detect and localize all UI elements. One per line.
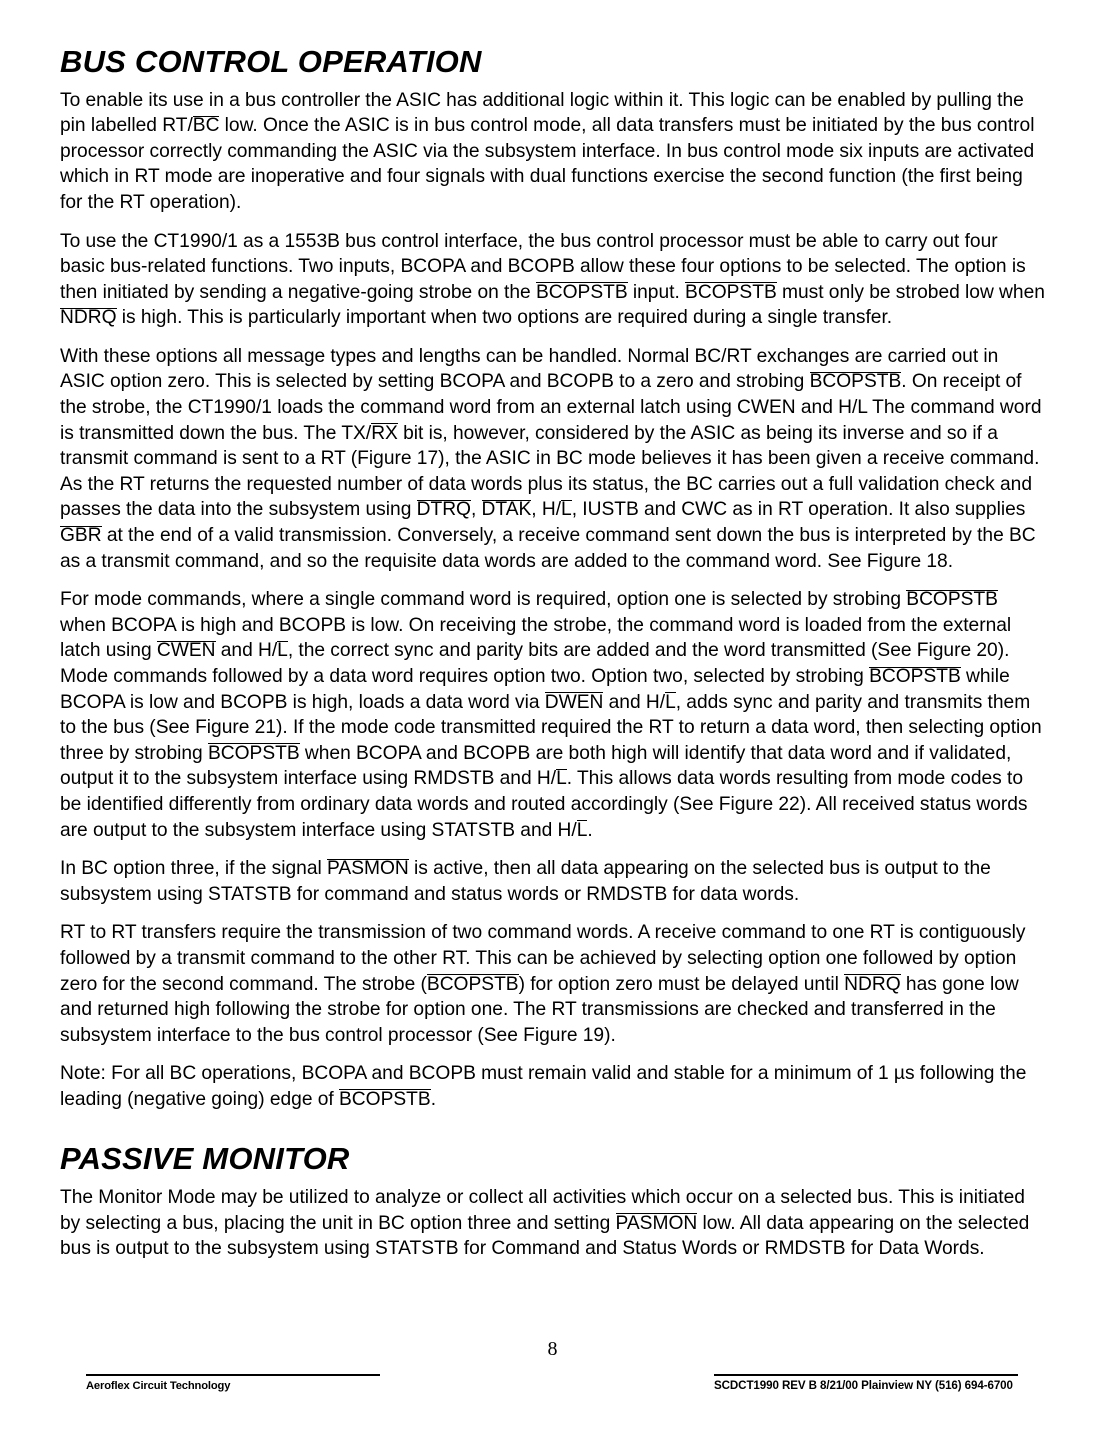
active-low-signal-name: BCOPSTB bbox=[809, 371, 902, 393]
paragraph: The Monitor Mode may be utilized to analyze or collect all activities which occur on a selected bus. This is initiated by selecting a bus, placing the unit in BC option three and setting PASMON low. All data appearing on the selected bus is output to the subsystem using STATSTB for Command and Status Words or RMDSTB for Data Words. bbox=[60, 1187, 1030, 1260]
active-low-signal-name: DTRQ bbox=[416, 499, 471, 521]
active-low-signal-name: BCOPSTB bbox=[869, 666, 961, 688]
footer-document-reference: SCDCT1990 REV B 8/21/00 Plainview NY (516) 694-6700 bbox=[714, 1379, 1013, 1392]
page-number: 8 bbox=[547, 1338, 558, 1360]
active-low-signal-name: BCOPSTB bbox=[685, 281, 777, 303]
active-low-signal-name: BCOPSTB bbox=[535, 281, 628, 303]
active-low-signal-name: GBR bbox=[60, 525, 102, 547]
active-low-signal-name: L bbox=[576, 819, 588, 841]
page-title: BUS CONTROL OPERATION bbox=[60, 44, 482, 79]
section-bus-control-operation-body bbox=[60, 88, 1046, 1113]
paragraph: In BC option three, if the signal PASMON is active, then all data appearing on the selected bus is output to the subsystem using STATSTB for command and status words or RMDSTB for data words. bbox=[60, 858, 991, 905]
active-low-signal-name: BCOPSTB bbox=[906, 589, 998, 611]
active-low-signal-name: BCOPSTB bbox=[426, 973, 519, 995]
paragraph: For mode commands, where a single command word is required, option one is selected by strobing BCOPSTB when BCOPA is high and BCOPB is low. On receiving the strobe, the command word is loaded from the external latch using CWEN and H/L, the correct sync and parity bits are added and the word transmitted (See Figure 20). Mode commands followed by a data word requires option two. Option two, selected by strobing BCOPSTB while BCOPA is low and BCOPB is high, loads a data word via DWEN and H/L, adds sync and parity and transmits them to the bus (See Figure 21). If the mode code transmitted required the RT to return a data word, then selecting option three by strobing BCOPSTB when BCOPA and BCOPB are both high will identify that data word and if validated, output it to the subsystem interface using RMDSTB and H/L. This allows data words resulting from mode codes to be identified differently from ordinary data words and routed accordingly (See Figure 22). All received status words are output to the subsystem interface using STATSTB and H/L. bbox=[60, 589, 1042, 841]
footer-right-block bbox=[714, 1374, 1018, 1393]
active-low-signal-name: PASMON bbox=[327, 858, 409, 880]
paragraph: With these options all message types and lengths can be handled. Normal BC/RT exchanges are carried out in ASIC option zero. This is selected by setting BCOPA and BCOPB to a zero and strobing BCOPSTB. On receipt of the strobe, the CT1990/1 loads the command word from an external latch using CWEN and H/L The command word is transmitted down the bus. The TX/RX bit is, however, considered by the ASIC as being its inverse and so if a transmit command is sent to a RT (Figure 17), the ASIC in BC mode believes it has been given a receive command. As the RT returns the requested number of data words plus its status, the BC carries out a full validation check and passes the data into the subsystem using DTRQ, DTAK, H/L, IUSTB and CWC as in RT operation. It also supplies GBR at the end of a valid transmission. Conversely, a receive command sent down the bus is interpreted by the BC as a transmit command, and so the requisite data words are added to the command word. See Figure 18. bbox=[60, 345, 1042, 572]
active-low-signal-name: BCOPSTB bbox=[207, 742, 300, 764]
section-passive-monitor-body bbox=[60, 1185, 1046, 1262]
active-low-signal-name: BC bbox=[192, 115, 220, 137]
page-content bbox=[60, 46, 1046, 1262]
active-low-signal-name: BCOPSTB bbox=[339, 1088, 431, 1110]
active-low-signal-name: L bbox=[556, 768, 567, 790]
active-low-signal-name: DTAK bbox=[481, 499, 532, 521]
paragraph: Note: For all BC operations, BCOPA and BCOPB must remain valid and stable for a minimum of 1 µs following the leading (negative going) edge of BCOPSTB. bbox=[60, 1063, 1027, 1110]
paragraph: RT to RT transfers require the transmission of two command words. A receive command to one RT is contiguously followed by a transmit command to the other RT. This can be achieved by selecting option one followed by option zero for the second command. The strobe (BCOPSTB) for option zero must be delayed until NDRQ has gone low and returned high following the strobe for option one. The RT transmissions are checked and transferred in the subsystem interface to the bus control processor (See Figure 19). bbox=[60, 922, 1026, 1046]
footer-left-block bbox=[86, 1374, 380, 1393]
active-low-signal-name: PASMON bbox=[615, 1212, 698, 1234]
active-low-signal-name: L bbox=[665, 691, 676, 713]
active-low-signal-name: L bbox=[277, 640, 288, 662]
active-low-signal-name: CWEN bbox=[156, 640, 216, 662]
active-low-signal-name: L bbox=[561, 499, 572, 521]
footer-right-rule bbox=[714, 1374, 1018, 1376]
active-low-signal-name: RX bbox=[371, 422, 398, 444]
active-low-signal-name: DWEN bbox=[544, 691, 604, 713]
active-low-signal-name: NDRQ bbox=[844, 973, 901, 995]
section-heading-passive-monitor: PASSIVE MONITOR bbox=[60, 1140, 350, 1176]
page-footer bbox=[0, 1368, 1105, 1418]
footer-left-rule bbox=[86, 1374, 380, 1376]
active-low-signal-name: NDRQ bbox=[60, 307, 117, 329]
paragraph: To enable its use in a bus controller the ASIC has additional logic within it. This logic can be enabled by pulling the pin labelled RT/BC low. Once the ASIC is in bus control mode, all data transfers must be initiated by the bus control processor correctly commanding the ASIC via the subsystem interface. In bus control mode six inputs are activated which in RT mode are inoperative and four signals with dual functions exercise the second function (the first being for the RT operation). bbox=[60, 89, 1035, 213]
paragraph: To use the CT1990/1 as a 1553B bus control interface, the bus control processor must be able to carry out four basic bus-related functions. Two inputs, BCOPA and BCOPB allow these four options to be selected. The option is then initiated by sending a negative-going strobe on the BCOPSTB input. BCOPSTB must only be strobed low when NDRQ is high. This is particularly important when two options are required during a single transfer. bbox=[60, 230, 1045, 329]
footer-company-name: Aeroflex Circuit Technology bbox=[86, 1380, 231, 1392]
